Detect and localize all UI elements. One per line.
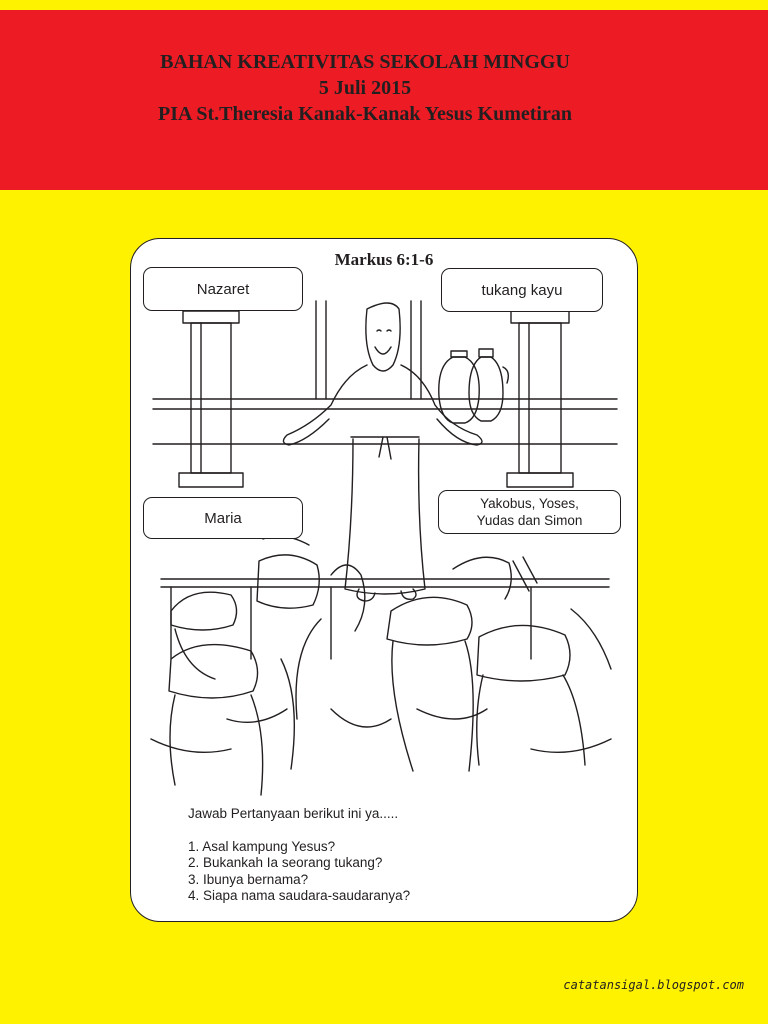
answer-box-maria	[143, 497, 303, 539]
answer-text-nazaret: Nazaret	[196, 280, 250, 298]
question-item: 2. Bukankah Ia seorang tukang?	[188, 855, 383, 870]
answer-text-brothers-line1: Yakobus, Yoses,	[480, 496, 579, 511]
answer-box-brothers	[438, 490, 621, 534]
answer-text-brothers-line2: Yudas dan Simon	[476, 513, 583, 528]
answer-box-tukang-kayu	[441, 268, 603, 312]
question-item: 3. Ibunya bernama?	[188, 871, 309, 887]
questions-intro: Jawab Pertanyaan berikut ini ya.....	[188, 806, 399, 821]
questions-section	[188, 806, 618, 905]
blog-credit: catatansigal.blogspot.com	[563, 978, 744, 992]
worksheet-panel	[130, 238, 638, 922]
answer-text-maria: Maria	[204, 509, 242, 527]
header-banner	[0, 10, 768, 190]
header-date: 5 Juli 2015	[318, 77, 412, 99]
bible-reference-title: Markus 6:1-6	[334, 250, 434, 269]
questions-list	[188, 839, 618, 905]
question-item: 1. Asal kampung Yesus?	[188, 838, 336, 854]
header-subtitle: PIA St.Theresia Kanak-Kanak Yesus Kumetiran	[158, 103, 572, 125]
answer-text-tukang-kayu: tukang kayu	[481, 281, 563, 299]
header-title: BAHAN KREATIVITAS SEKOLAH MINGGU	[160, 51, 570, 73]
answer-box-nazaret	[143, 267, 303, 311]
question-item: 4. Siapa nama saudara-saudaranya?	[188, 888, 411, 903]
